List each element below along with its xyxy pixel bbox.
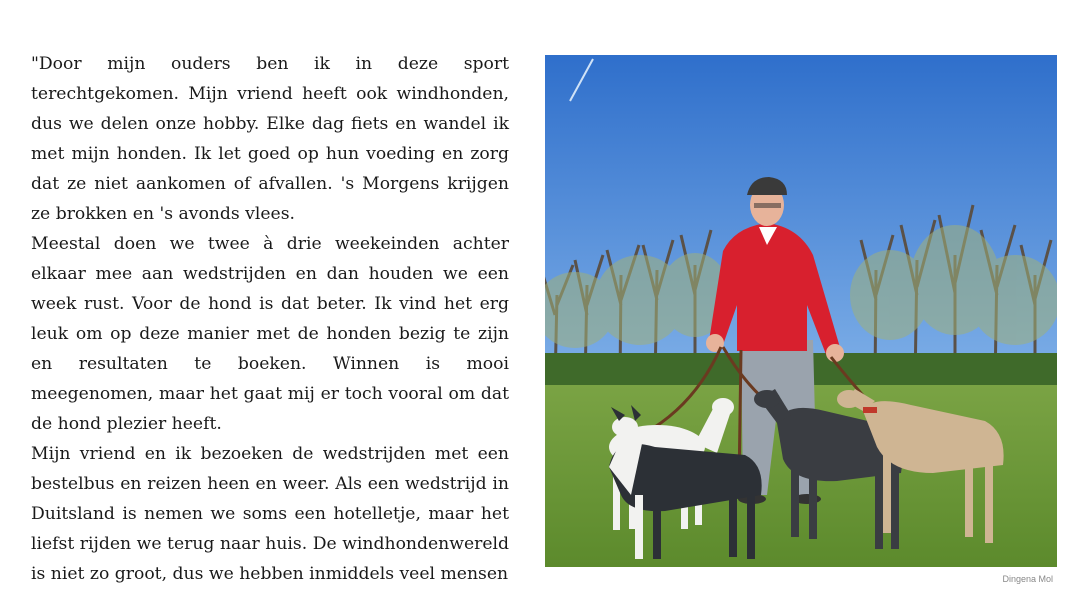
photo-credit: Dingena Mol	[1002, 574, 1053, 584]
paragraph-2: Meestal doen we twee à drie weekeinden achter elkaar mee aan wedstrijden en dan houden we een week rust. Voor de hond is dat beter. Ik vind het erg leuk om op deze manier met de honden bezig te zijn en resultaten te boeken. Winnen is mooi meegenomen, maar het gaat mij er toch vooral om dat de hond plezier heeft.	[31, 234, 509, 434]
paragraph-3: Mijn vriend en ik bezoeken de wedstrijden met een bestelbus en reizen heen en weer. Als een wedstrijd in Duitsland is nemen we soms een hotelletje, maar het liefst rijden we terug naar huis. De windhondenwereld is niet zo groot, dus we hebben inmiddels veel mensen	[31, 444, 509, 584]
article-photo	[545, 55, 1057, 567]
paragraph-1: "Door mijn ouders ben ik in deze sport terechtgekomen. Mijn vriend heeft ook windhonden, dus we delen onze hobby. Elke dag fiets en wandel ik met mijn honden. Ik let goed op hun voeding en zorg dat ze niet aankomen of afvallen. 's Morgens krijgen ze brokken en 's avonds vlees.	[31, 54, 509, 224]
article-text	[31, 49, 509, 589]
